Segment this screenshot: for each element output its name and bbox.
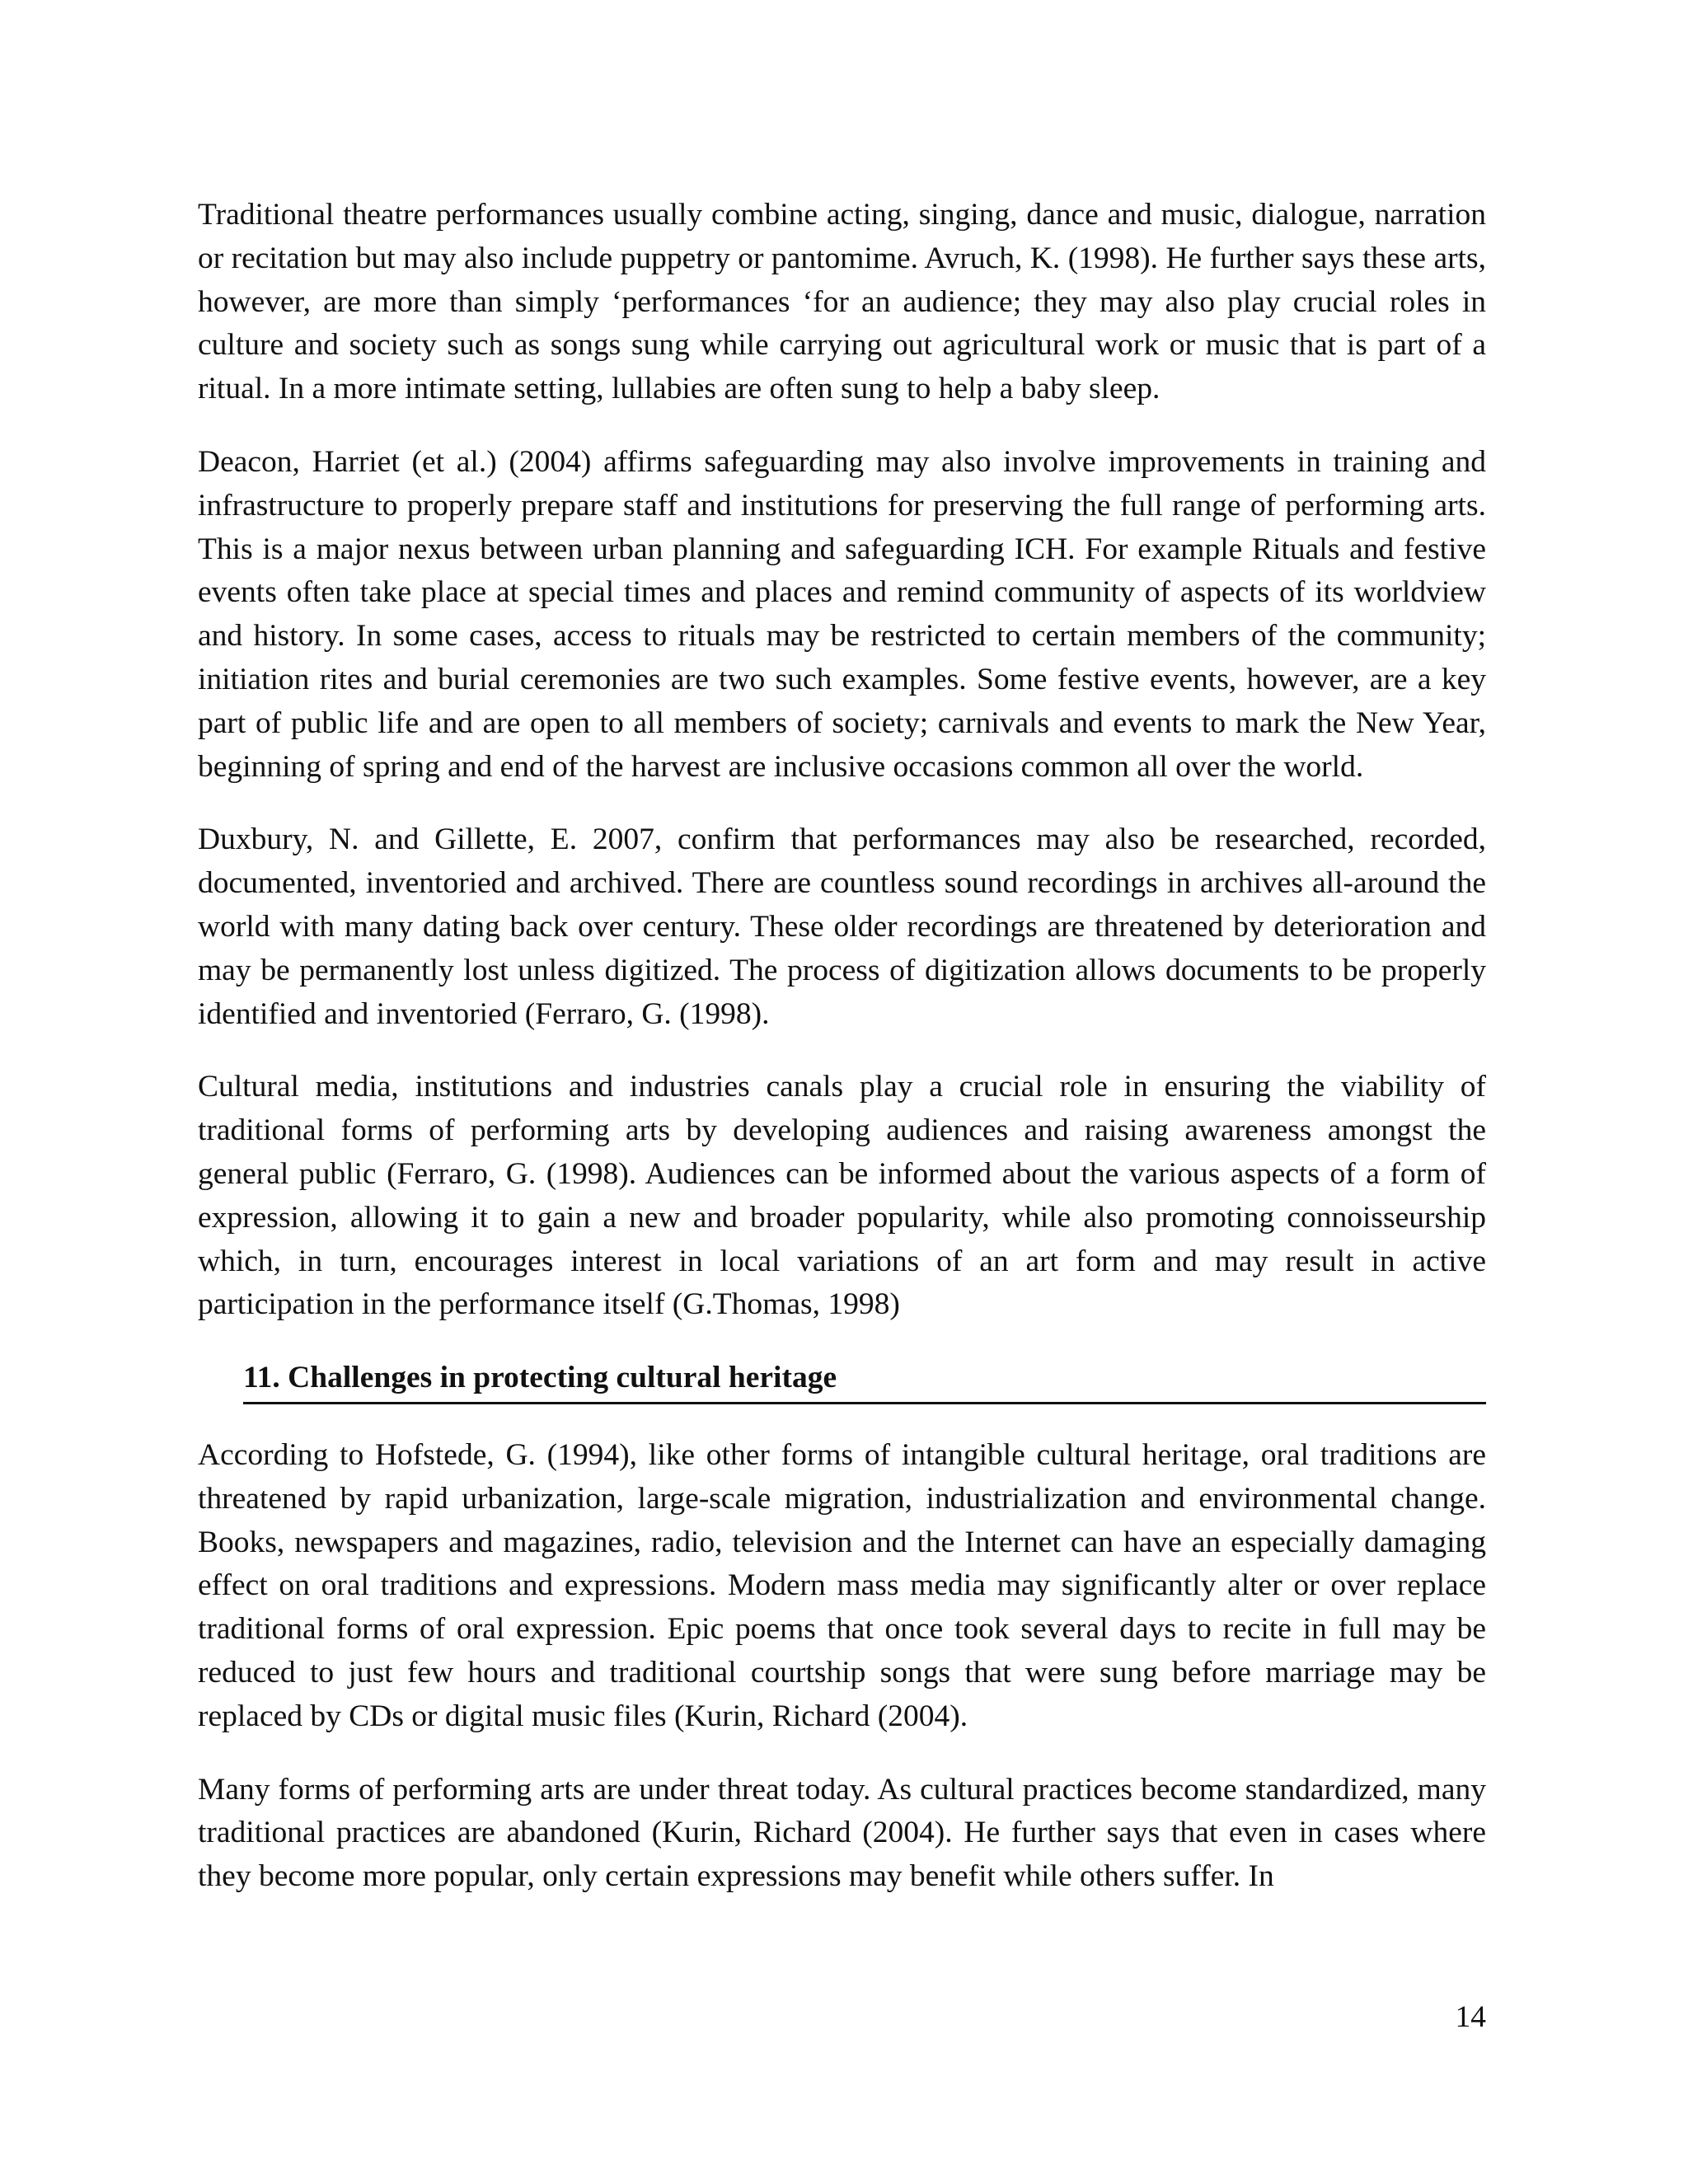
document-page <box>198 194 1486 1929</box>
paragraph-deacon-safeguarding: Deacon, Harriet (et al.) (2004) affirms safeguarding may also involve improvements in training and infrastructure to properly prepare staff and institutions for preserving the full range of performing arts. This is a major nexus between urban planning and safeguarding ICH. For example Rituals and festive events often take place at special times and places and remind community of aspects of its worldview and history. In some cases, access to rituals may be restricted to certain members of the community; initiation rites and burial ceremonies are two such examples. Some festive events, however, are a key part of public life and are open to all members of society; carnivals and events to mark the New Year, beginning of spring and end of the harvest are inclusive occasions common all over the world. <box>198 444 1486 784</box>
paragraph-hofstede-oral-traditions: According to Hofstede, G. (1994), like other forms of intangible cultural heritage, oral traditions are threatened by rapid urbanization, large-scale migration, industrialization and environmental change. Books, newspapers and magazines, radio, television and the Internet can have an especially damaging effect on oral traditions and expressions. Modern mass media may significantly alter or over replace traditional forms of oral expression. Epic poems that once took several days to recite in full may be reduced to just few hours and traditional courtship songs that were sung before marriage may be replaced by CDs or digital music files (Kurin, Richard (2004). <box>198 1437 1486 1733</box>
section-heading: 11. Challenges in protecting cultural heritage <box>243 1357 1486 1404</box>
page-number: 14 <box>1455 2000 1486 2034</box>
paragraph-performing-arts-threat: Many forms of performing arts are under threat today. As cultural practices become standardized, many traditional practices are abandoned (Kurin, Richard (2004). He further says that even in cases where they become more popular, only certain expressions may benefit while others suffer. In <box>198 1772 1486 1894</box>
paragraph-traditional-theatre: Traditional theatre performances usually combine acting, singing, dance and music, dialogue, narration or recitation but may also include puppetry or pantomime. Avruch, K. (1998). He further says these arts, however, are more than simply ‘performances ‘for an audience; they may also play crucial roles in culture and society such as songs sung while carrying out agricultural work or music that is part of a ritual. In a more intimate setting, lullabies are often sung to help a baby sleep. <box>198 198 1486 406</box>
paragraph-cultural-media: Cultural media, institutions and industries canals play a crucial role in ensuring the viability of traditional forms of performing arts by developing audiences and raising awareness amongst the general public (Ferraro, G. (1998). Audiences can be informed about the various aspects of a form of expression, allowing it to gain a new and broader popularity, while also promoting connoisseurship which, in turn, encourages interest in local variations of an art form and may result in active participation in the performance itself (G.Thomas, 1998) <box>198 1070 1486 1322</box>
paragraph-duxbury-recordings: Duxbury, N. and Gillette, E. 2007, confirm that performances may also be researched, recorded, documented, inventoried and archived. There are countless sound recordings in archives all-around the world with many dating back over century. These older recordings are threatened by deterioration and may be permanently lost unless digitized. The process of digitization allows documents to be properly identified and inventoried (Ferraro, G. (1998). <box>198 823 1486 1031</box>
